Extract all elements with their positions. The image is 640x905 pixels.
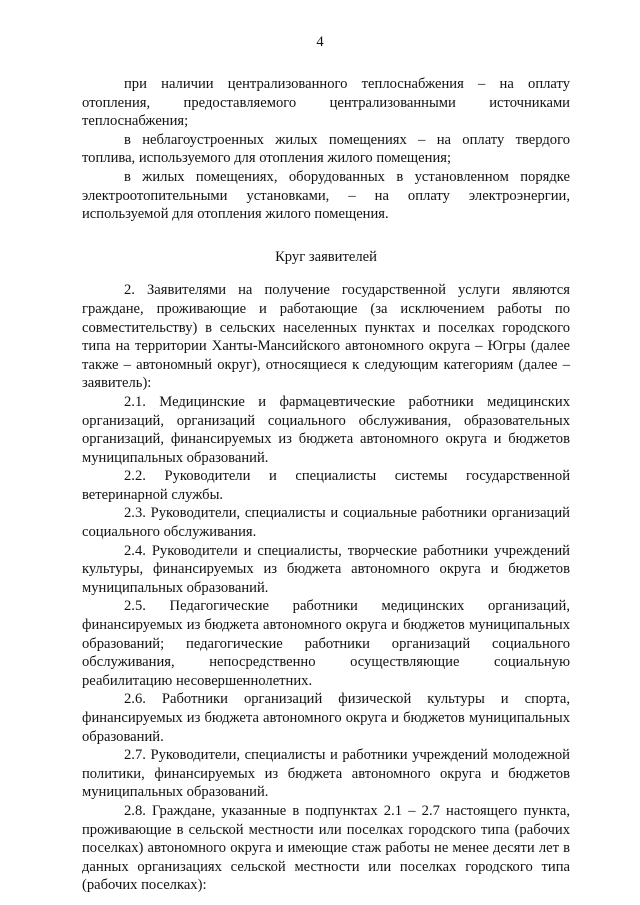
- paragraph-heating-solid-fuel: в неблагоустроенных жилых помещениях – на оплату твердого топлива, используемого для отопления жилого помещения;: [82, 131, 570, 167]
- paragraph-applicants: 2. Заявителями на получение государственной услуги являются граждане, проживающие и работающие (за исключением работы по совместительству) в сельских населенных пунктах и поселках городского типа на территории Ханты-Мансийского автономного округа – Югры (далее также – автономный округ), относящиеся к следующим категориям (далее – заявитель):: [82, 282, 570, 392]
- paragraph-2-5: 2.5. Педагогические работники медицинских организаций, финансируемых из бюджета автономного округа и бюджетов муниципальных образований; педагогические работники организаций социального обслуживания, непосредственно осуществляющие социальную реабилитацию несовершеннолетних.: [82, 598, 570, 689]
- document-body: [82, 75, 570, 895]
- paragraph-2-7: 2.7. Руководители, специалисты и работники учреждений молодежной политики, финансируемых из бюджета автономного округа и бюджетов муниципальных образований.: [82, 747, 570, 801]
- paragraph-2-2: 2.2. Руководители и специалисты системы государственной ветеринарной службы.: [82, 468, 570, 503]
- paragraph-2-4: 2.4. Руководители и специалисты, творческие работники учреждений культуры, финансируемых из бюджета автономного округа и бюджетов муниципальных образований.: [82, 542, 570, 596]
- paragraph-2-1: 2.1. Медицинские и фармацевтические работники медицинских организаций, организаций социального обслуживания, образовательных организаций, финансируемых из бюджета автономного округа и бюджетов муниципальных образований.: [82, 393, 570, 466]
- paragraph-2-6: 2.6. Работники организаций физической культуры и спорта, финансируемых из бюджета автономного округа и бюджетов муниципальных образований.: [82, 691, 570, 745]
- section-heading: Круг заявителей: [275, 248, 377, 265]
- paragraph-2-3: 2.3. Руководители, специалисты и социальные работники организаций социального обслуживания.: [82, 505, 570, 541]
- page-number: 4: [316, 34, 324, 50]
- paragraph-2-8: 2.8. Граждане, указанные в подпунктах 2.1 – 2.7 настоящего пункта, проживающие в сельской местности или поселках городского типа (рабочих поселках) автономного округа и имеющие стаж работы не менее десяти лет в данных организациях сельской местности или поселках городского типа (рабочих поселках):: [82, 802, 570, 894]
- paragraph-heating-electric: в жилых помещениях, оборудованных в установленном порядке электроотопительными установками, – на оплату электроэнергии, используемой для отопления жилого помещения.: [82, 168, 570, 223]
- paragraph-heating-centralized: при наличии централизованного теплоснабжения – на оплату отопления, предоставляемого централизованными источниками теплоснабжения;: [82, 76, 570, 130]
